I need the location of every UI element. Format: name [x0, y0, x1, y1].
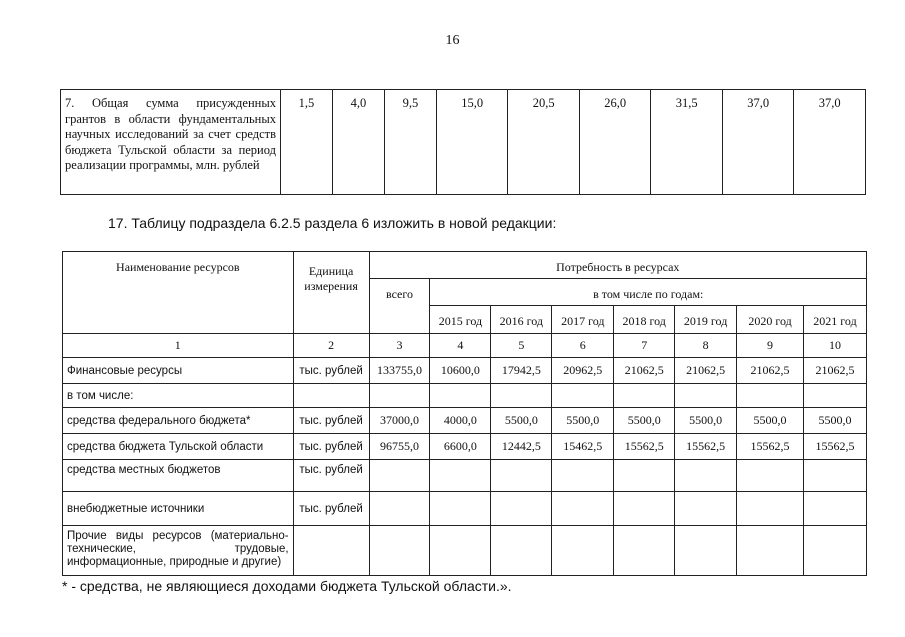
resource-unit: тыс. рублей — [293, 358, 369, 384]
resource-unit: тыс. рублей — [293, 460, 369, 492]
value-cell — [675, 492, 737, 526]
page-number: 16 — [445, 33, 460, 48]
resource-unit: тыс. рублей — [293, 408, 369, 434]
value-cell — [737, 460, 804, 492]
header-need: Потребность в ресурсах — [369, 252, 866, 279]
value-cell — [430, 526, 491, 576]
value-cell: 17942,5 — [491, 358, 552, 384]
column-number: 9 — [737, 334, 804, 358]
value-cell: 15,0 — [436, 90, 508, 195]
value-cell: 15562,5 — [737, 434, 804, 460]
resource-name: в том числе: — [63, 384, 294, 408]
value-cell: 5500,0 — [737, 408, 804, 434]
header-year: 2017 год — [552, 306, 614, 334]
value-cell — [614, 384, 675, 408]
value-cell: 21062,5 — [614, 358, 675, 384]
value-cell: 96755,0 — [369, 434, 430, 460]
resource-name: Финансовые ресурсы — [63, 358, 294, 384]
value-cell: 21062,5 — [737, 358, 804, 384]
value-cell — [737, 384, 804, 408]
value-cell — [552, 460, 614, 492]
value-cell — [803, 460, 866, 492]
value-cell: 5500,0 — [675, 408, 737, 434]
value-cell: 5500,0 — [491, 408, 552, 434]
value-cell: 15562,5 — [803, 434, 866, 460]
value-cell: 12442,5 — [491, 434, 552, 460]
value-cell — [430, 384, 491, 408]
value-cell: 6600,0 — [430, 434, 491, 460]
column-number: 4 — [430, 334, 491, 358]
value-cell — [552, 384, 614, 408]
value-cell: 5500,0 — [552, 408, 614, 434]
table-row — [63, 460, 867, 492]
value-cell — [491, 526, 552, 576]
value-cell — [803, 492, 866, 526]
resource-name: средства местных бюджетов — [63, 460, 294, 492]
column-number: 5 — [491, 334, 552, 358]
value-cell: 5500,0 — [614, 408, 675, 434]
table-row — [63, 358, 867, 384]
resource-name: средства федерального бюджета* — [63, 408, 294, 434]
value-cell — [675, 526, 737, 576]
grants-table — [60, 89, 866, 195]
header-year: 2021 год — [803, 306, 866, 334]
paragraph-text: 17. Таблицу подраздела 6.2.5 раздела 6 изложить в новой редакции: — [108, 215, 557, 231]
column-number: 6 — [552, 334, 614, 358]
value-cell: 20962,5 — [552, 358, 614, 384]
value-cell: 5500,0 — [803, 408, 866, 434]
resources-table — [62, 251, 867, 576]
table-row — [61, 90, 866, 195]
value-cell — [369, 460, 430, 492]
value-cell — [803, 526, 866, 576]
value-cell: 15462,5 — [552, 434, 614, 460]
header-total: всего — [369, 279, 430, 334]
column-number: 1 — [63, 334, 294, 358]
column-number: 10 — [803, 334, 866, 358]
value-cell — [491, 460, 552, 492]
column-number: 7 — [614, 334, 675, 358]
value-cell: 26,0 — [579, 90, 651, 195]
table-row — [63, 492, 867, 526]
table-row — [63, 434, 867, 460]
header-year: 2018 год — [614, 306, 675, 334]
resource-unit: тыс. рублей — [293, 434, 369, 460]
value-cell: 133755,0 — [369, 358, 430, 384]
header-year: 2016 год — [491, 306, 552, 334]
column-number: 2 — [293, 334, 369, 358]
header-unit: Единица измерения — [293, 252, 369, 334]
value-cell: 20,5 — [508, 90, 580, 195]
value-cell — [737, 492, 804, 526]
value-cell — [614, 492, 675, 526]
value-cell: 1,5 — [281, 90, 333, 195]
value-cell: 4000,0 — [430, 408, 491, 434]
value-cell — [614, 526, 675, 576]
value-cell: 37,0 — [794, 90, 866, 195]
value-cell: 37000,0 — [369, 408, 430, 434]
table-row — [63, 408, 867, 434]
value-cell — [369, 492, 430, 526]
value-cell: 21062,5 — [675, 358, 737, 384]
value-cell — [675, 384, 737, 408]
header-row — [63, 252, 867, 279]
value-cell: 10600,0 — [430, 358, 491, 384]
value-cell — [430, 492, 491, 526]
column-number: 3 — [369, 334, 430, 358]
resource-unit: тыс. рублей — [293, 492, 369, 526]
value-cell — [369, 384, 430, 408]
value-cell: 37,0 — [722, 90, 794, 195]
value-cell — [491, 492, 552, 526]
column-number-row — [63, 334, 867, 358]
value-cell — [675, 460, 737, 492]
header-by-years: в том числе по годам: — [430, 279, 867, 306]
resource-name: Прочие виды ресурсов (материально-технические, трудовые, информационные, природные и другие) — [63, 526, 294, 576]
value-cell: 15562,5 — [675, 434, 737, 460]
header-year: 2015 год — [430, 306, 491, 334]
value-cell: 4,0 — [332, 90, 384, 195]
resource-name: внебюджетные источники — [63, 492, 294, 526]
header-resources: Наименование ресурсов — [63, 252, 294, 334]
value-cell — [803, 384, 866, 408]
value-cell: 15562,5 — [614, 434, 675, 460]
row-label: 7. Общая сумма присужденных грантов в области фундаментальных научных исследований за счет средств бюджета Тульской области за период реализации программы, млн. рублей — [61, 90, 281, 195]
footnote: * - средства, не являющиеся доходами бюджета Тульской области.». — [62, 578, 512, 594]
value-cell — [552, 492, 614, 526]
resource-unit — [293, 526, 369, 576]
value-cell — [430, 460, 491, 492]
value-cell — [552, 526, 614, 576]
value-cell — [614, 460, 675, 492]
value-cell — [737, 526, 804, 576]
header-year: 2020 год — [737, 306, 804, 334]
value-cell — [369, 526, 430, 576]
value-cell: 9,5 — [384, 90, 436, 195]
table-row — [63, 384, 867, 408]
value-cell — [491, 384, 552, 408]
table-row — [63, 526, 867, 576]
value-cell: 31,5 — [651, 90, 723, 195]
column-number: 8 — [675, 334, 737, 358]
header-year: 2019 год — [675, 306, 737, 334]
value-cell: 21062,5 — [803, 358, 866, 384]
resource-name: средства бюджета Тульской области — [63, 434, 294, 460]
resource-unit — [293, 384, 369, 408]
